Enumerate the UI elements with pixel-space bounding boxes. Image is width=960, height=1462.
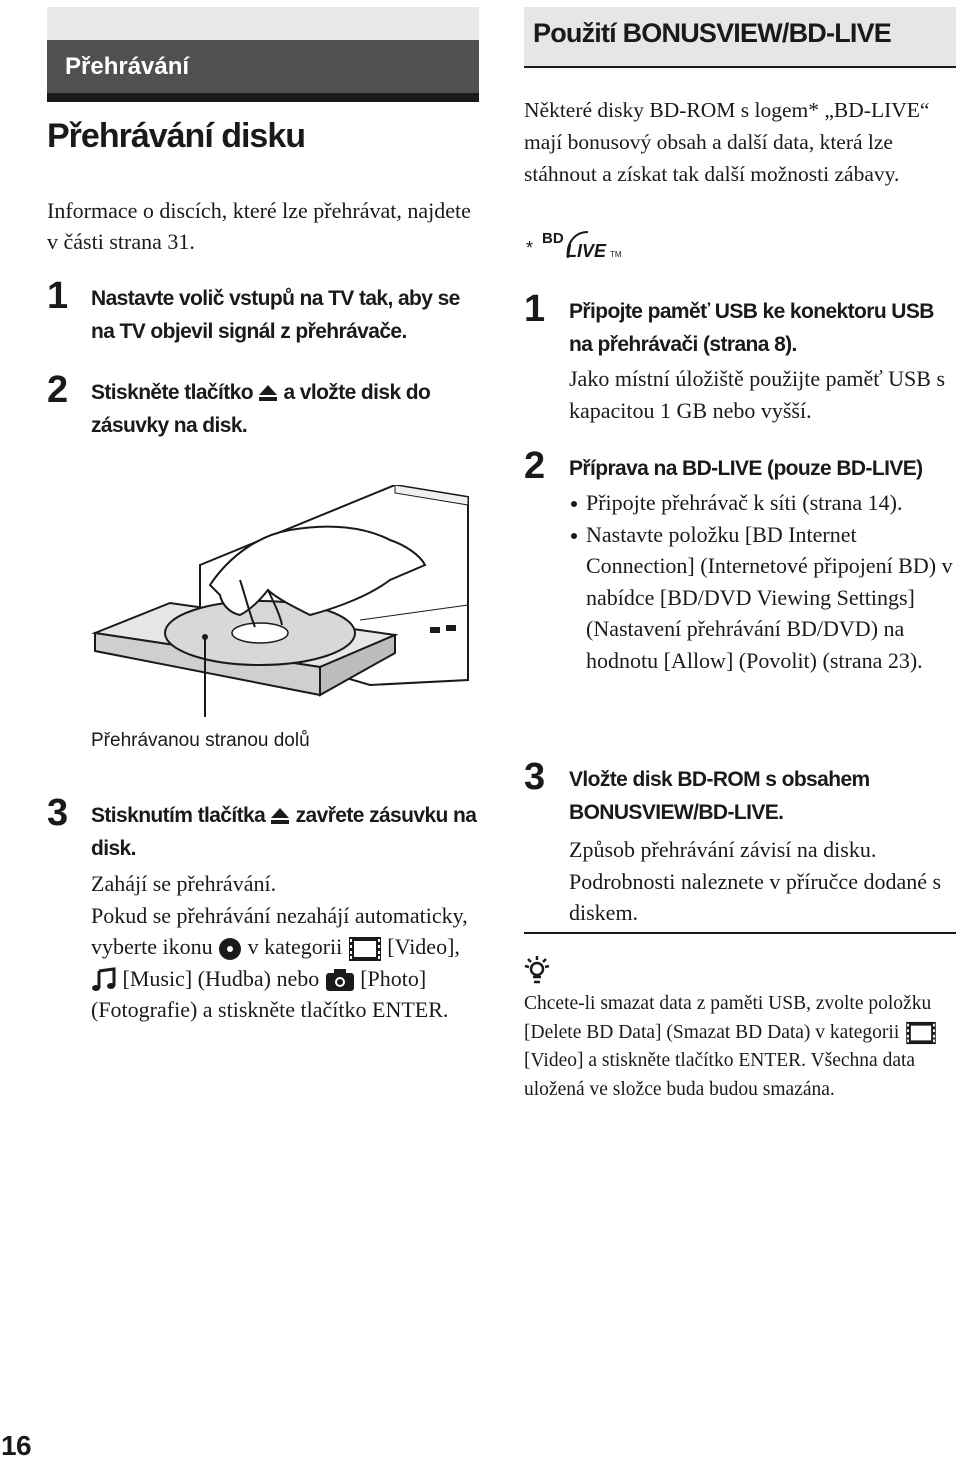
- logo-tm: TM: [610, 250, 622, 259]
- tip-text-part: [Video] a stiskněte tlačítko ENTER. Všechna data uložená ve složce buda budou smazána.: [524, 1050, 916, 1100]
- step-body-text: [Music]: [122, 965, 193, 991]
- tip-text: [524, 990, 956, 1104]
- tip-text-part: Chcete-li smazat data z paměti USB, zvolte položku [Delete BD Data] (Smazat BD Data) v kategorii: [524, 993, 932, 1043]
- step-body-text: [Photo]: [360, 965, 427, 991]
- tip-bulb-icon: [524, 956, 550, 984]
- section-header-rule: [47, 93, 479, 102]
- section-header-rule: [524, 66, 956, 68]
- step-title: Připojte paměť USB ke konektoru USB na přehrávači (strana 8).: [569, 300, 934, 356]
- step-body-text: Pokud se přehrávání nezahájí automaticky, vyberte ikonu: [91, 902, 468, 959]
- step-number: 1: [47, 275, 68, 317]
- step-title-part: Stiskněte tlačítko: [91, 381, 253, 404]
- step-number: 2: [47, 369, 68, 411]
- logo-live-text: LIVE: [566, 241, 607, 261]
- intro-text: Informace o discích, které lze přehrávat, najdete v části strana 31.: [47, 198, 471, 254]
- step-title: Vložte disk BD-ROM s obsahem BONUSVIEW/BD-LIVE.: [569, 768, 870, 824]
- step-number: 3: [524, 756, 545, 798]
- step-title-part: Stisknutím tlačítka: [91, 804, 266, 827]
- step-body-text: (Hudba) nebo: [197, 965, 320, 991]
- video-category-icon: [348, 936, 382, 962]
- step-title: [91, 376, 481, 442]
- step-body-text: v kategorii: [247, 934, 343, 959]
- disc-insert-illustration: [90, 485, 470, 720]
- footnote-mark: *: [526, 238, 534, 258]
- disc-icon: [218, 937, 242, 961]
- logo-bd-text: BD: [542, 230, 564, 247]
- step-number: 2: [524, 445, 545, 487]
- eject-icon: [258, 383, 278, 403]
- step-title-part: zavřete zásuvku na disk.: [91, 804, 477, 860]
- step-title: [91, 799, 481, 865]
- music-category-icon: [91, 967, 117, 993]
- page-number: 16: [1, 1430, 31, 1461]
- step-body: Jako místní úložiště použijte paměť USB s kapacitou 1 GB nebo vyšší.: [569, 366, 946, 423]
- step-title-part: a vložte disk do zásuvky na disk.: [91, 381, 431, 437]
- step-title: Nastavte volič vstupů na TV tak, aby se na TV objevil signál z přehrávače.: [91, 287, 460, 343]
- section-label: Přehrávání: [65, 53, 190, 80]
- illustration-caption: Přehrávanou stranou dolů: [91, 730, 310, 751]
- step-body-line: Zahájí se přehrávání.: [91, 871, 277, 896]
- list-item: Nastavte položku [BD Internet Connection] (Internetové připojení BD) v nabídce [BD/DVD Viewing Settings] (Nastavení přehrávání BD/DVD) na hodnotu [Allow] (Povolit) (strana 23).: [569, 519, 954, 677]
- step-body-paragraph: [91, 900, 481, 1026]
- page-title: Přehrávání disku: [47, 117, 306, 155]
- step-number: 1: [524, 288, 545, 330]
- intro-text: Některé disky BD-ROM s logem* „BD-LIVE“ mají bonusový obsah a další data, která lze stáhnout a získat tak další možnosti zábavy.: [524, 98, 930, 186]
- step-body-text: [Video],: [387, 934, 460, 959]
- tip-divider: [524, 932, 956, 934]
- step-body: Způsob přehrávání závisí na disku. Podrobnosti naleznete v příručce dodané s diskem.: [569, 837, 942, 925]
- step-body: [91, 868, 481, 1026]
- eject-icon: [270, 806, 290, 826]
- step-number: 3: [47, 792, 68, 834]
- section-title: Použití BONUSVIEW/BD-LIVE: [533, 18, 892, 48]
- step-title: Příprava na BD-LIVE (pouze BD-LIVE): [569, 457, 923, 480]
- step-body-text: (Fotografie) a stiskněte tlačítko ENTER.: [91, 997, 449, 1022]
- list-item: Připojte přehrávač k síti (strana 14).: [569, 487, 954, 519]
- photo-category-icon: [325, 968, 355, 992]
- step-bullets: [569, 487, 954, 676]
- video-category-icon: [904, 1021, 938, 1045]
